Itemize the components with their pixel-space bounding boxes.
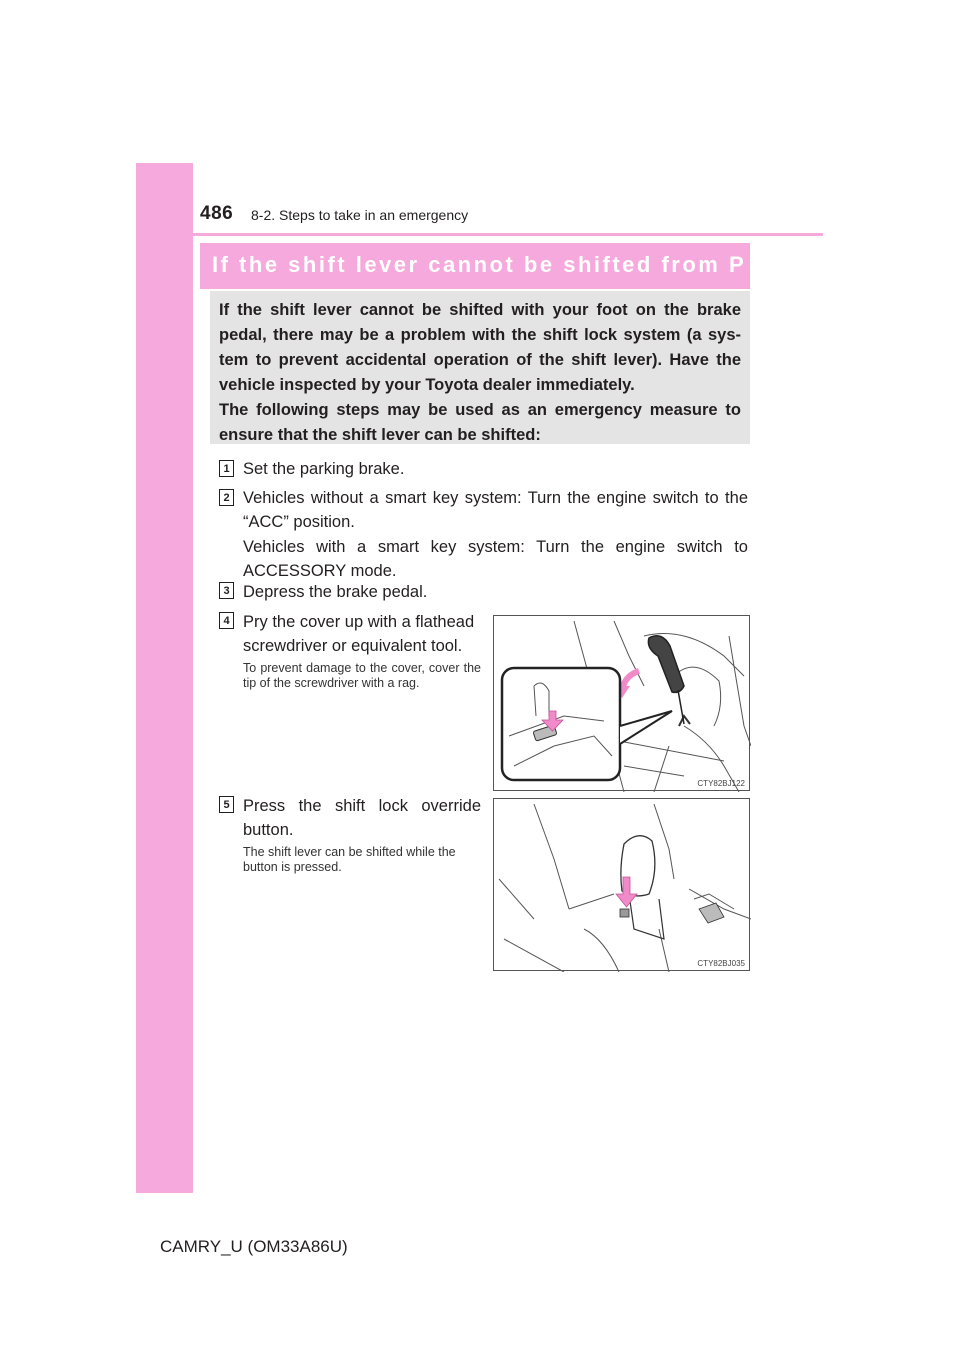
step-5-text: Press the shift lock override button. xyxy=(243,797,481,839)
chapter-side-tab xyxy=(136,163,193,1193)
pry-cover-illustration xyxy=(494,616,751,792)
step-1-number: 1 xyxy=(219,460,234,477)
step-3-number: 3 xyxy=(219,582,234,599)
footer-model: CAMRY_U (OM33A86U) xyxy=(160,1237,348,1256)
step-2-number: 2 xyxy=(219,489,234,506)
intro-box xyxy=(210,291,750,444)
title-bar xyxy=(200,243,750,289)
figure-1-code: CTY82BJ122 xyxy=(697,779,745,788)
figure-2-code: CTY82BJ035 xyxy=(697,959,745,968)
step-5-number: 5 xyxy=(219,796,234,813)
step-2-text: Vehicles without a smart key system: Turn the engine switch to the “ACC” position. xyxy=(243,489,748,531)
figure-pry-cover xyxy=(493,615,750,791)
step-4-number: 4 xyxy=(219,612,234,629)
step-2-text-smart-key: Vehicles with a smart key system: Turn the engine switch to ACCESSORY mode. xyxy=(243,538,748,580)
step-5-note: The shift lever can be shifted while the button is pressed. xyxy=(243,845,456,874)
figure-override-button xyxy=(493,798,750,971)
intro-paragraph-2: The following steps may be used as an emergency measure to ensure that the shift lever can be shifted: xyxy=(219,401,741,444)
step-4-text: Pry the cover up with a flathead screwdriver or equivalent tool. xyxy=(243,613,475,655)
step-3-text: Depress the brake pedal. xyxy=(243,583,428,601)
page-title: If the shift lever cannot be shifted from P xyxy=(212,252,747,277)
section-label: 8-2. Steps to take in an emergency xyxy=(251,207,469,223)
header-rule xyxy=(193,233,823,236)
intro-paragraph-1: If the shift lever cannot be shifted with your foot on the brake pedal, there may be a problem with the shift lock system (a sys-tem to prevent accidental operation of the shift lever). Have the vehicle inspected by your Toyota dealer immediately. xyxy=(219,301,741,394)
page-number: 486 xyxy=(200,203,234,224)
step-1-text: Set the parking brake. xyxy=(243,460,405,478)
step-4-note: To prevent damage to the cover, cover the tip of the screwdriver with a rag. xyxy=(243,661,481,690)
override-button-illustration xyxy=(494,799,751,972)
